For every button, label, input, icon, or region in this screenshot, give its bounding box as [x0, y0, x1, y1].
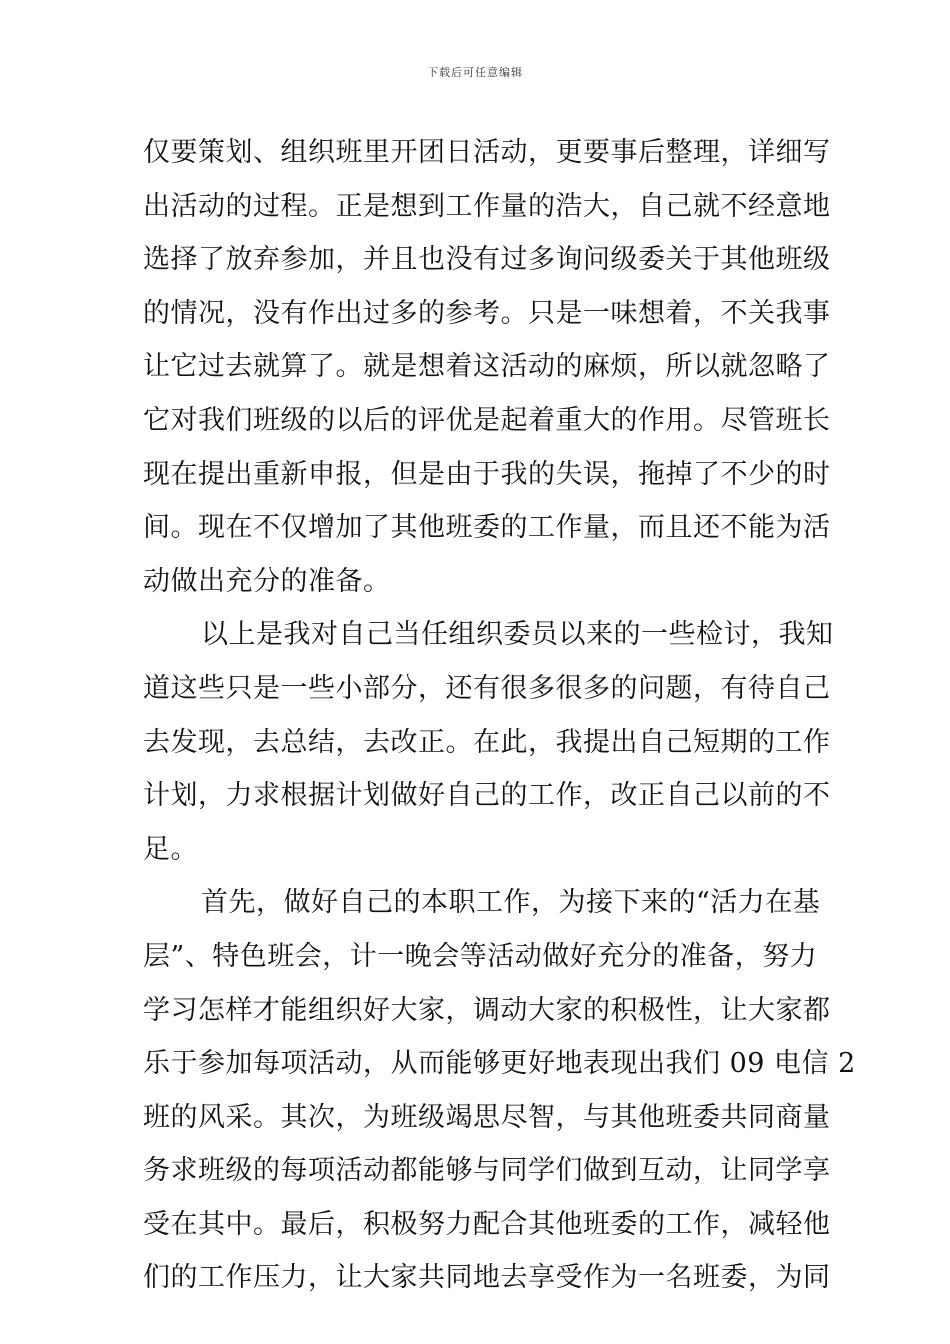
paragraph-1 — [143, 126, 831, 608]
text-line: 们的工作压力，让大家共同地去享受作为一名班委，为同 — [143, 1262, 831, 1294]
text-line: 选择了放弃参加，并且也没有过多询问级委关于其他班级 — [143, 244, 831, 276]
text-line: 学习怎样才能组织好大家，调动大家的积极性，让大家都 — [143, 994, 831, 1026]
text-line: 道这些只是一些小部分，还有很多很多的问题，有待自己 — [143, 672, 831, 704]
text-line: 现在提出重新申报，但是由于我的失误，拖掉了不少的时 — [143, 458, 831, 490]
text-line: 间。现在不仅增加了其他班委的工作量，而且还不能为活 — [143, 512, 831, 544]
text-line: 动做出充分的准备。 — [143, 565, 391, 597]
text-line: 计划，力求根据计划做好自己的工作，改正自己以前的不 — [143, 780, 831, 812]
text-line-first: 以上是我对自己当任组织委员以来的一些检讨，我知 — [201, 619, 834, 651]
text-line: 的情况，没有作出过多的参考。只是一味想着，不关我事 — [143, 297, 831, 329]
text-line: 层”、特色班会，计一晚会等活动做好充分的准备，努力 — [143, 940, 818, 972]
text-line: 去发现，去总结，去改正。在此，我提出自己短期的工作 — [143, 726, 831, 758]
text-line: 班的风采。其次，为班级竭思尽智，与其他班委共同商量 — [143, 1101, 831, 1133]
text-line: 乐于参加每项活动，从而能够更好地表现出我们 09 电信 2 — [143, 1048, 856, 1080]
paragraph-2 — [143, 608, 834, 876]
text-line: 务求班级的每项活动都能够与同学们做到互动，让同学享 — [143, 1155, 831, 1187]
text-line: 出活动的过程。正是想到工作量的浩大，自己就不经意地 — [143, 190, 831, 222]
text-line: 受在其中。最后，积极努力配合其他班委的工作，减轻他 — [143, 1208, 831, 1240]
text-line: 仅要策划、组织班里开团日活动，更要事后整理，详细写 — [143, 137, 831, 168]
text-line: 它对我们班级的以后的评优是起着重大的作用。尽管班长 — [143, 404, 831, 436]
text-line-first: 首先，做好自己的本职工作，为接下来的“活力在基 — [201, 887, 821, 919]
text-line: 让它过去就算了。就是想着这活动的麻烦，所以就忽略了 — [143, 351, 831, 383]
document-body — [143, 126, 856, 1305]
paragraph-3 — [143, 876, 856, 1305]
page-header-note: 下载后可任意编辑 — [427, 66, 523, 79]
text-line: 足。 — [143, 833, 198, 865]
